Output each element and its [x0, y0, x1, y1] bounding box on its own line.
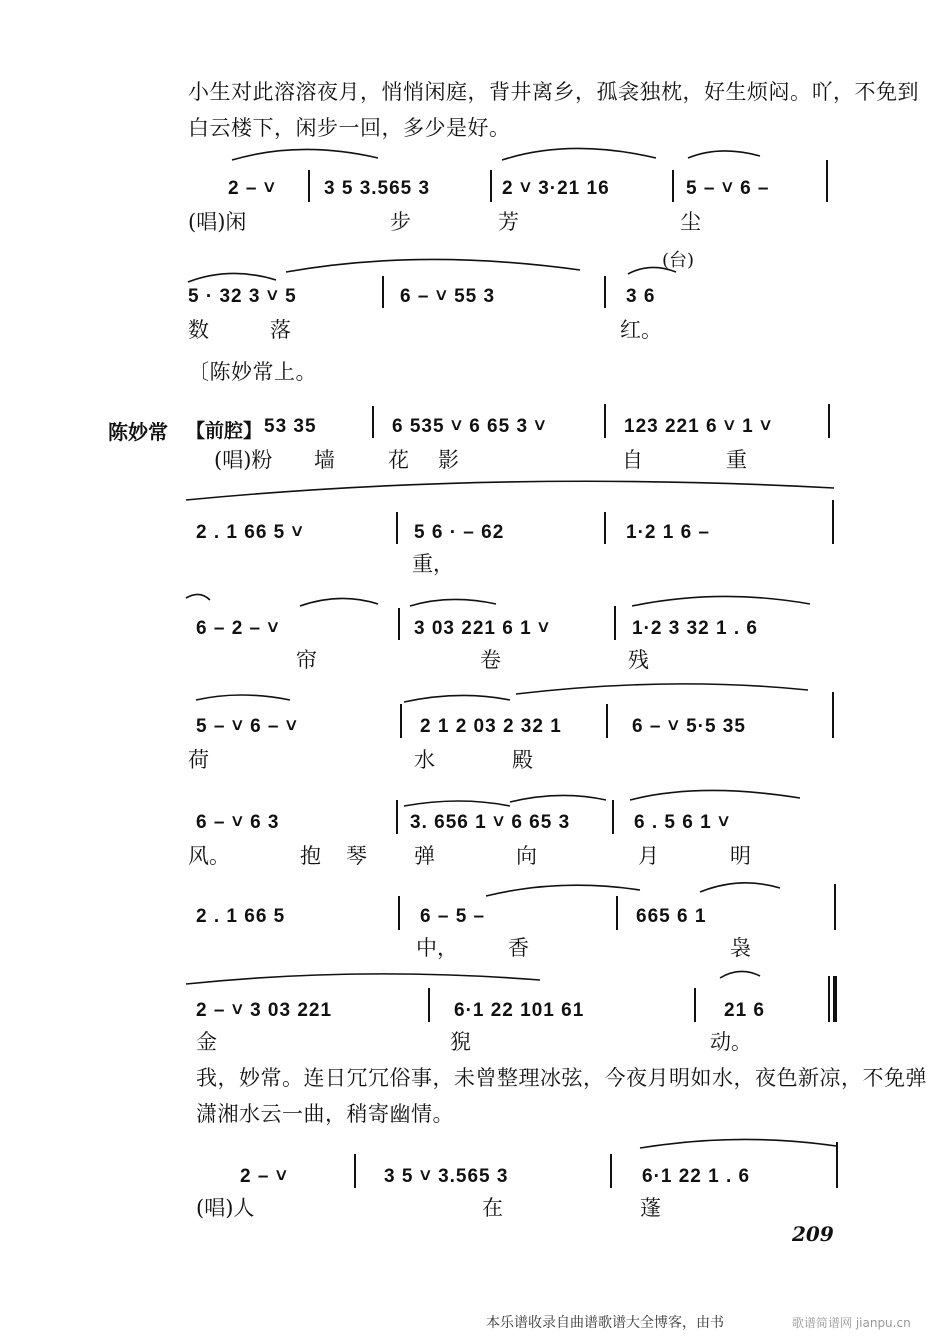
lyric: (唱)人 — [196, 1196, 255, 1220]
prose-line: 小生对此溶溶夜月，悄悄闲庭，背井离乡，孤衾独枕，好生烦闷。吖，不免到 — [188, 80, 919, 104]
lyric: 红。 — [620, 318, 662, 342]
barline — [616, 896, 618, 930]
lyric: 抱 — [300, 844, 321, 868]
measure: 2 – ˅ — [240, 1166, 288, 1187]
measure: 3 5 ˅ 3.565 3 — [384, 1166, 509, 1187]
slur — [516, 684, 808, 694]
barline — [308, 170, 310, 202]
prose-line: 潇湘水云一曲，稍寄幽情。 — [196, 1102, 454, 1126]
lyric: (唱)粉 — [214, 448, 273, 472]
measure: 2 . 1 66 5 ˅ — [196, 522, 304, 543]
measure: 6 – ˅ 55 3 — [400, 286, 496, 307]
slur — [700, 883, 780, 892]
measure: 6·1 22 101 61 — [454, 1000, 585, 1021]
slur — [632, 596, 810, 606]
measure: 6 – ˅ 6 3 — [196, 812, 280, 833]
measure: 6 – ˅ 5·5 35 — [632, 716, 746, 737]
lyric: 荷 — [188, 748, 209, 772]
lyric: 帘 — [296, 648, 317, 672]
measure: 3 6 — [626, 286, 656, 307]
measure: 5 · 32 3 ˅ 5 — [188, 286, 297, 307]
measure: 5 6 · – 62 — [414, 522, 505, 543]
lyric: 水 — [414, 748, 435, 772]
barline — [382, 276, 384, 308]
barline — [828, 404, 830, 438]
barline — [672, 170, 674, 202]
lyric: 明 — [730, 844, 751, 868]
slur — [196, 695, 290, 700]
final-barline — [833, 976, 837, 1022]
slur — [404, 801, 510, 806]
slur — [410, 599, 496, 606]
measure: 6·1 22 1 . 6 — [642, 1166, 751, 1187]
measure: 3. 656 1 ˅ 6 65 3 — [410, 812, 571, 833]
role-name: 陈妙常 — [108, 420, 168, 444]
slur — [300, 598, 378, 606]
measure: 2 ˅ 3·21 16 — [502, 178, 610, 199]
measure: 1·2 1 6 – — [626, 522, 710, 543]
measure: 5 – ˅ 6 – — [686, 178, 770, 199]
tune-tag: 【前腔】 — [186, 420, 263, 442]
barline — [612, 800, 614, 834]
slur — [186, 974, 540, 984]
slur — [186, 594, 210, 600]
slur — [720, 971, 760, 978]
lyric: 芳 — [498, 210, 519, 234]
slur — [502, 148, 656, 160]
barline — [400, 704, 402, 738]
measure: 53 35 — [264, 416, 317, 437]
barline — [490, 170, 492, 202]
stage-direction: 〔陈妙常上。 — [188, 360, 317, 384]
barline — [610, 1154, 612, 1188]
lyric: 蓬 — [640, 1196, 661, 1220]
barline — [372, 406, 374, 438]
lyric: 殿 — [512, 748, 533, 772]
lyric: 花 — [388, 448, 409, 472]
lyric: 风。 — [188, 844, 230, 868]
lyric: 墙 — [314, 448, 335, 472]
measure: 6 . 5 6 1 ˅ — [634, 812, 731, 833]
final-barline — [828, 976, 830, 1022]
barline — [396, 512, 398, 544]
barline — [398, 896, 400, 930]
lyric: 数 — [188, 318, 209, 342]
lyric: 残 — [628, 648, 649, 672]
slur — [186, 481, 834, 500]
lyric: 猊 — [450, 1030, 471, 1054]
lyric: 向 — [516, 844, 537, 868]
prose-line: 我，妙常。连日冗冗俗事，未曾整理冰弦，今夜月明如水，夜色新凉，不免弹 — [196, 1066, 927, 1090]
barline — [834, 884, 836, 930]
measure: 6 535 ˅ 6 65 3 ˅ — [392, 416, 547, 437]
watermark: 歌谱简谱网 jianpu.cn — [792, 1316, 911, 1330]
barline — [398, 608, 400, 640]
measure: 5 – ˅ 6 – ˅ — [196, 716, 298, 737]
prose-line: 白云楼下，闲步一回，多少是好。 — [188, 116, 511, 140]
lyric: 月 — [638, 844, 659, 868]
barline — [604, 512, 606, 544]
stage-note: (台) — [662, 250, 695, 271]
lyric: 在 — [482, 1196, 503, 1220]
lyric: 动。 — [710, 1030, 752, 1054]
lyric: 卷 — [480, 648, 501, 672]
lyric: 中， — [416, 936, 458, 960]
slur — [404, 695, 510, 702]
measure: 3 03 221 6 1 ˅ — [414, 618, 551, 639]
barline — [354, 1154, 356, 1188]
slur — [510, 795, 606, 802]
measure: 6 – 5 – — [420, 906, 486, 927]
barline — [614, 606, 616, 640]
lyric: 重 — [726, 448, 747, 472]
lyric: 袅 — [730, 936, 751, 960]
lyric: 重， — [412, 552, 454, 576]
lyric: 琴 — [346, 844, 367, 868]
page-number: 209 — [792, 1222, 834, 1246]
measure: 2 – ˅ 3 03 221 — [196, 1000, 333, 1021]
barline — [428, 988, 430, 1022]
measure: 123 221 6 ˅ 1 ˅ — [624, 416, 773, 437]
barline — [604, 276, 606, 308]
slur — [640, 1139, 836, 1148]
lyric: 步 — [390, 210, 411, 234]
lyric: 香 — [508, 936, 529, 960]
footer-credit: 本乐谱收录自曲谱歌谱大全博客，由书 — [486, 1315, 724, 1331]
lyric: 弹 — [414, 844, 435, 868]
barline — [604, 404, 606, 438]
lyric: 影 — [438, 448, 459, 472]
slur — [286, 259, 580, 272]
measure: 6 – 2 – ˅ — [196, 618, 280, 639]
slur — [688, 151, 760, 158]
lyric: (唱)闲 — [188, 210, 247, 234]
lyric: 尘 — [680, 210, 701, 234]
measure: 3 5 3.565 3 — [324, 178, 431, 199]
lyric: 落 — [270, 318, 291, 342]
measure: 21 6 — [724, 1000, 765, 1021]
slur — [232, 149, 378, 160]
slur — [188, 273, 276, 282]
lyric: 自 — [622, 448, 643, 472]
barline — [694, 988, 696, 1022]
barline — [606, 704, 608, 738]
measure: 665 6 1 — [636, 906, 707, 927]
lyric: 金 — [196, 1030, 217, 1054]
measure: 2 . 1 66 5 — [196, 906, 286, 927]
measure: 1·2 3 32 1 . 6 — [632, 618, 758, 639]
barline — [836, 1142, 838, 1188]
barline — [396, 800, 398, 834]
barline — [832, 500, 834, 544]
barline — [832, 692, 834, 738]
measure: 2 – ˅ — [228, 178, 276, 199]
measure: 2 1 2 03 2 32 1 — [420, 716, 562, 737]
barline — [826, 160, 828, 202]
slur — [486, 885, 640, 896]
slur — [630, 790, 800, 800]
